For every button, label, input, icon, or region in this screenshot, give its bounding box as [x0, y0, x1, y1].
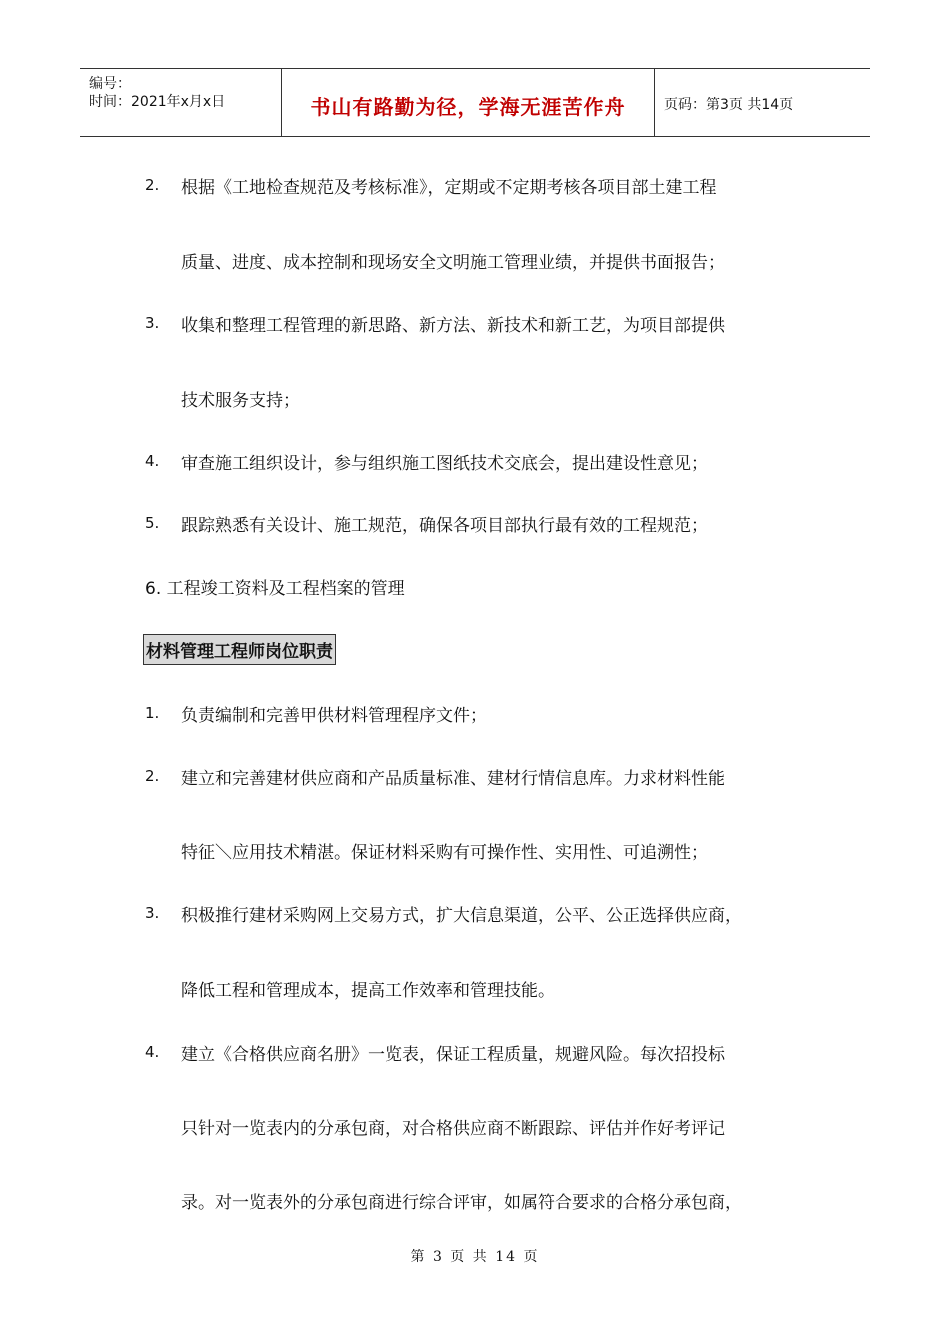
page-footer: 第 3 页 共 14 页 [410, 1249, 540, 1265]
item-text: 收集和整理工程管理的新思路、新方法、新技术和新工艺，为项目部提供 [181, 316, 725, 336]
item-number: 4. [145, 452, 160, 470]
page-info: 页码：第3页 共14页 [664, 97, 794, 113]
item-text: 质量、进度、成本控制和现场安全文明施工管理业绩，并提供书面报告； [181, 253, 725, 273]
page-header [80, 68, 870, 137]
item-text: 跟踪熟悉有关设计、施工规范，确保各项目部执行最有效的工程规范； [181, 516, 708, 536]
item-number: 3. [145, 314, 160, 332]
item-text: 降低工程和管理成本，提高工作效率和管理技能。 [181, 981, 555, 1001]
item-number: 4. [145, 1043, 160, 1061]
serial-label: 编号： [89, 76, 131, 92]
item-number: 2. [145, 176, 160, 194]
item-text: 技术服务支持； [181, 391, 300, 411]
header-page-cell [654, 69, 870, 136]
date-label: 时间：2021年x月x日 [89, 94, 226, 110]
item-text: 负责编制和完善甲供材料管理程序文件； [181, 706, 487, 726]
item-number: 2. [145, 767, 160, 785]
item-text: 特征＼应用技术精湛。保证材料采购有可操作性、实用性、可追溯性； [181, 843, 708, 863]
item-text: 只针对一览表内的分承包商，对合格供应商不断跟踪、评估并作好考评记 [181, 1119, 725, 1139]
item-text: 录。对一览表外的分承包商进行综合评审，如属符合要求的合格分承包商， [181, 1193, 742, 1213]
section-heading: 材料管理工程师岗位职责 [143, 634, 336, 665]
item-number: 3. [145, 904, 160, 922]
item-text: 建立《合格供应商名册》一览表，保证工程质量，规避风险。每次招投标 [181, 1045, 725, 1065]
item-number: 5. [145, 514, 160, 532]
item-text: 审查施工组织设计，参与组织施工图纸技术交底会，提出建设性意见； [181, 454, 708, 474]
item-text: 积极推行建材采购网上交易方式，扩大信息渠道，公平、公正选择供应商， [181, 906, 742, 926]
motto: 书山有路勤为径，学海无涯苦作舟 [310, 95, 626, 119]
header-meta [80, 69, 280, 136]
item-number: 1. [145, 704, 160, 722]
header-motto-cell [281, 69, 655, 136]
item-text: 根据《工地检查规范及考核标准》，定期或不定期考核各项目部土建工程 [181, 178, 717, 198]
item-6: 6. 工程竣工资料及工程档案的管理 [145, 579, 405, 599]
item-text: 建立和完善建材供应商和产品质量标准、建材行情信息库。力求材料性能 [181, 769, 725, 789]
